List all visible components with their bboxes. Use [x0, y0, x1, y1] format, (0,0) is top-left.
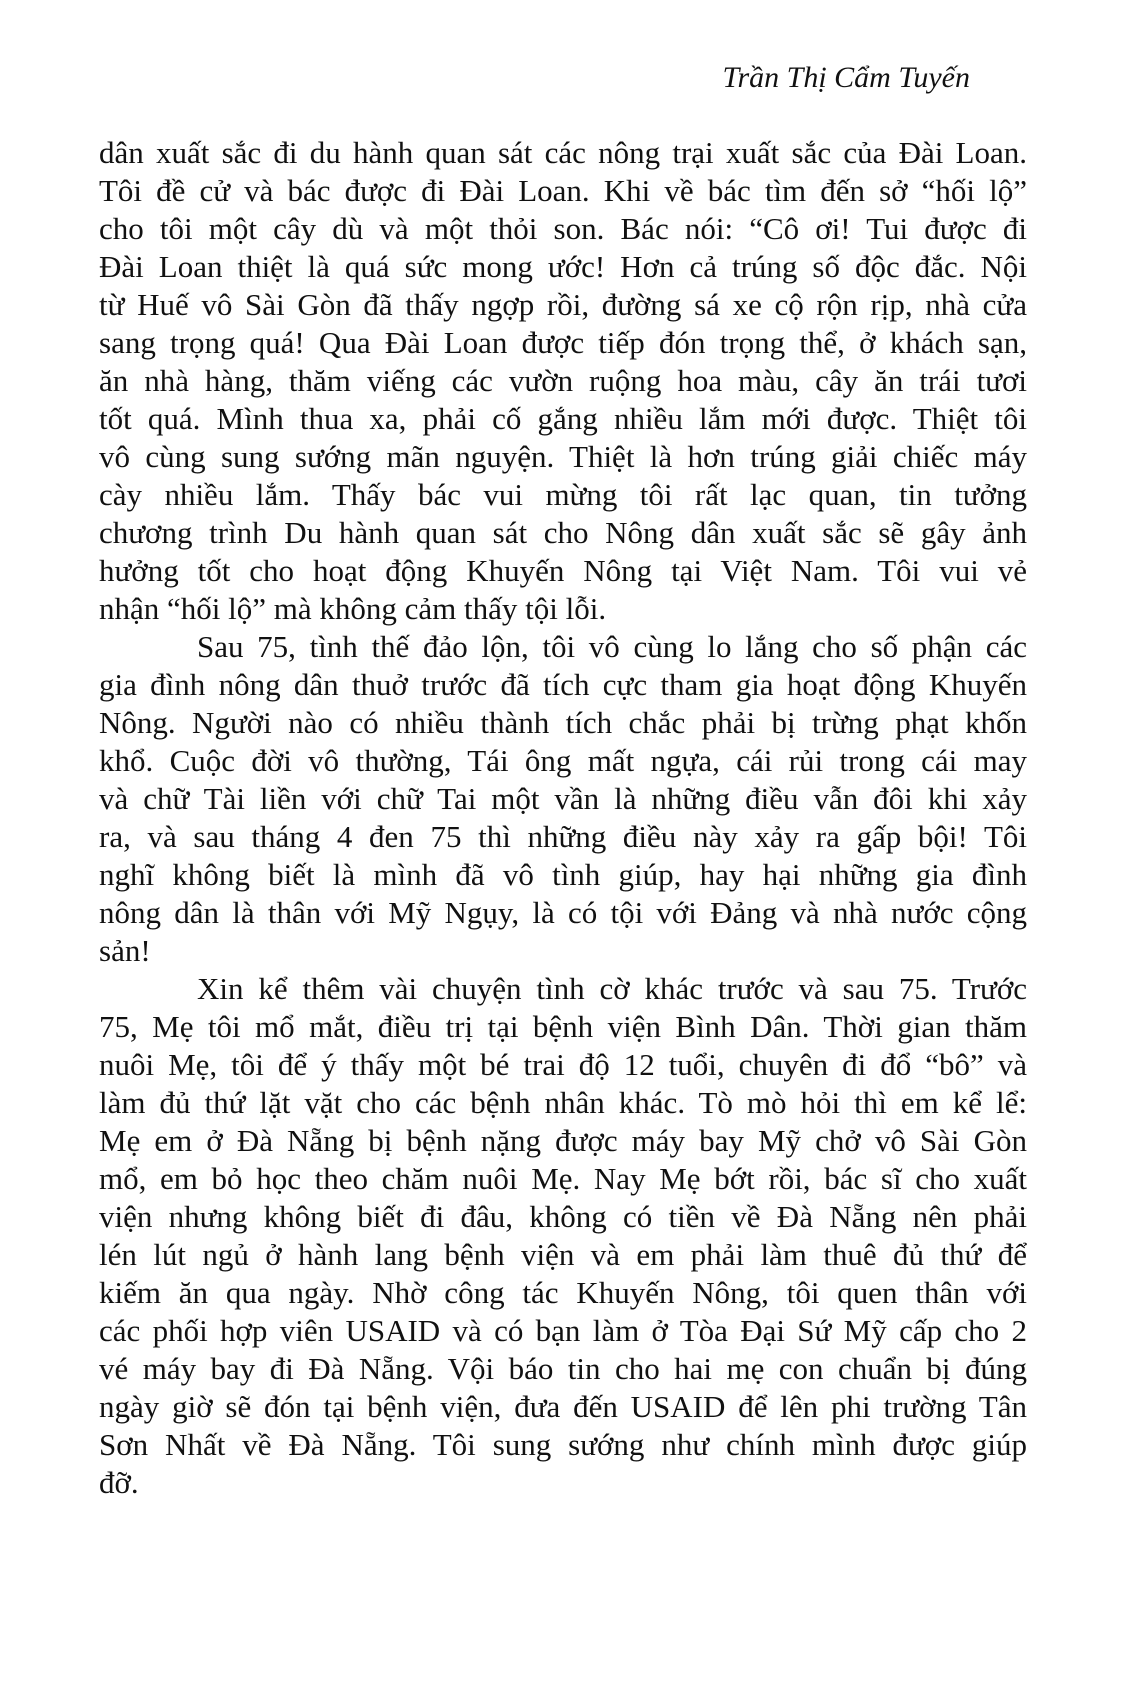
text-line: từ Huế vô Sài Gòn đã thấy ngợp rồi, đường sá xe cộ rộn rịp, nhà cửa: [99, 287, 1027, 322]
paragraph-last-line: đỡ.: [99, 1465, 139, 1500]
text-line: nuôi Mẹ, tôi để ý thấy một bé trai độ 12 tuổi, chuyên đi đổ “bô” và: [99, 1047, 1027, 1082]
text-line: chương trình Du hành quan sát cho Nông dân xuất sắc sẽ gây ảnh: [99, 515, 1027, 550]
paragraph-last-line: sản!: [99, 933, 151, 968]
paragraph-first-line: Sau 75, tình thế đảo lộn, tôi vô cùng lo lắng cho số phận các: [197, 629, 1027, 664]
text-line: Tôi đề cử và bác được đi Đài Loan. Khi về bác tìm đến sở “hối lộ”: [99, 173, 1027, 208]
text-line: Đài Loan thiệt là quá sức mong ước! Hơn cả trúng số độc đắc. Nội: [99, 249, 1027, 284]
text-line: sang trọng quá! Qua Đài Loan được tiếp đón trọng thể, ở khách sạn,: [99, 325, 1027, 360]
running-head-author: Trần Thị Cẩm Tuyến: [722, 61, 970, 94]
text-line: nông dân là thân với Mỹ Ngụy, là có tội với Đảng và nhà nước cộng: [99, 895, 1027, 930]
text-line: lén lút ngủ ở hành lang bệnh viện và em phải làm thuê đủ thứ để: [99, 1237, 1027, 1272]
paragraph-last-line: nhận “hối lộ” mà không cảm thấy tội lỗi.: [99, 591, 607, 626]
text-line: ngày giờ sẽ đón tại bệnh viện, đưa đến USAID để lên phi trường Tân: [99, 1389, 1027, 1424]
paragraph-first-line: Xin kể thêm vài chuyện tình cờ khác trước và sau 75. Trước: [197, 971, 1027, 1006]
text-line: hưởng tốt cho hoạt động Khuyến Nông tại Việt Nam. Tôi vui vẻ: [99, 553, 1027, 588]
text-line: Nông. Người nào có nhiều thành tích chắc phải bị trừng phạt khốn: [99, 705, 1027, 740]
text-line: tốt quá. Mình thua xa, phải cố gắng nhiều lắm mới được. Thiệt tôi: [99, 401, 1027, 436]
text-line: vé máy bay đi Đà Nẵng. Vội báo tin cho hai mẹ con chuẩn bị đúng: [99, 1351, 1027, 1386]
text-line: ăn nhà hàng, thăm viếng các vườn ruộng hoa màu, cây ăn trái tươi: [99, 363, 1027, 398]
body-text: [99, 134, 1027, 1502]
text-line: nghĩ không biết là mình đã vô tình giúp, hay hại những gia đình: [99, 857, 1027, 892]
text-line: khổ. Cuộc đời vô thường, Tái ông mất ngựa, cái rủi trong cái may: [99, 743, 1027, 778]
text-line: làm đủ thứ lặt vặt cho các bệnh nhân khác. Tò mò hỏi thì em kể lể:: [99, 1085, 1027, 1120]
text-line: cày nhiều lắm. Thấy bác vui mừng tôi rất lạc quan, tin tưởng: [99, 477, 1027, 512]
text-line: và chữ Tài liền với chữ Tai một vần là những điều vẫn đôi khi xảy: [99, 781, 1027, 816]
text-line: cho tôi một cây dù và một thỏi son. Bác nói: “Cô ơi! Tui được đi: [99, 211, 1027, 246]
text-line: mổ, em bỏ học theo chăm nuôi Mẹ. Nay Mẹ bớt rồi, bác sĩ cho xuất: [99, 1161, 1027, 1196]
text-line: kiếm ăn qua ngày. Nhờ công tác Khuyến Nông, tôi quen thân với: [99, 1275, 1027, 1310]
text-line: Mẹ em ở Đà Nẵng bị bệnh nặng được máy bay Mỹ chở vô Sài Gòn: [99, 1123, 1027, 1158]
text-line: Sơn Nhất về Đà Nẵng. Tôi sung sướng như chính mình được giúp: [99, 1427, 1027, 1462]
text-line: 75, Mẹ tôi mổ mắt, điều trị tại bệnh viện Bình Dân. Thời gian thăm: [99, 1009, 1027, 1044]
text-line: vô cùng sung sướng mãn nguyện. Thiệt là hơn trúng giải chiếc máy: [99, 439, 1027, 474]
text-line: các phối hợp viên USAID và có bạn làm ở Tòa Đại Sứ Mỹ cấp cho 2: [99, 1313, 1027, 1348]
text-line: ra, và sau tháng 4 đen 75 thì những điều này xảy ra gấp bội! Tôi: [99, 819, 1027, 854]
text-line: dân xuất sắc đi du hành quan sát các nông trại xuất sắc của Đài Loan.: [99, 135, 1027, 170]
text-line: viện nhưng không biết đi đâu, không có tiền về Đà Nẵng nên phải: [99, 1199, 1027, 1234]
text-line: gia đình nông dân thuở trước đã tích cực tham gia hoạt động Khuyến: [99, 667, 1027, 702]
